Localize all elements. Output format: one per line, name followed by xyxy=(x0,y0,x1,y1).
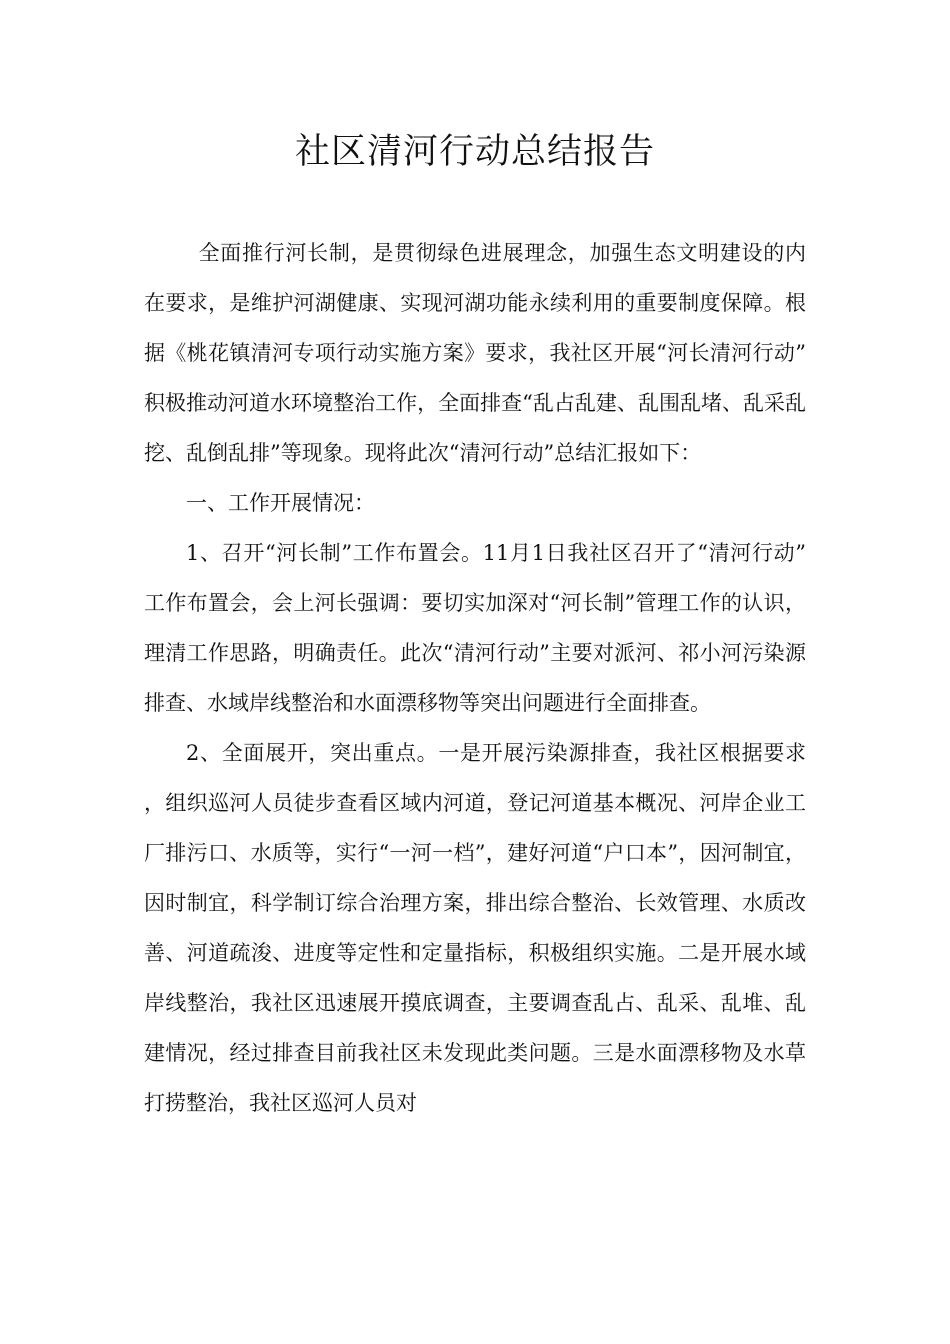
document-body xyxy=(144,228,806,1128)
intro-paragraph: 全面推行河长制，是贯彻绿色进展理念，加强生态文明建设的内在要求，是维护河湖健康、实现河湖功能永续利用的重要制度保障。根据《桃花镇清河专项行动实施方案》要求，我社区开展“河长清河行动”积极推动河道水环境整治工作，全面排查“乱占乱建、乱围乱堵、乱采乱挖、乱倒乱排”等现象。现将此次“清河行动”总结汇报如下： xyxy=(144,241,806,465)
paragraph-item-2: 2、全面展开，突出重点。一是开展污染源排查，我社区根据要求，组织巡河人员徒步查看区域内河道，登记河道基本概况、河岸企业工厂排污口、水质等，实行“一河一档”，建好河道“户口本”，因河制宜，因时制宜，科学制订综合治理方案，排出综合整治、长效管理、水质改善、河道疏浚、进度等定性和定量指标，积极组织实施。二是开展水域岸线整治，我社区迅速展开摸底调查，主要调查乱占、乱采、乱堆、乱建情况，经过排查目前我社区未发现此类问题。三是水面漂移物及水草打捞整治，我社区巡河人员对 xyxy=(144,741,806,1115)
document-title: 社区清河行动总结报告 xyxy=(294,132,655,172)
section-heading: 一、工作开展情况： xyxy=(186,491,375,515)
paragraph-item-1: 1、召开“河长制”工作布置会。11月1日我社区召开了“清河行动”工作布置会，会上河长强调：要切实加深对“河长制”管理工作的认识，理清工作思路，明确责任。此次“清河行动”主要对派河、祁小河污染源排查、水域岸线整治和水面漂移物等突出问题进行全面排查。 xyxy=(144,541,806,715)
